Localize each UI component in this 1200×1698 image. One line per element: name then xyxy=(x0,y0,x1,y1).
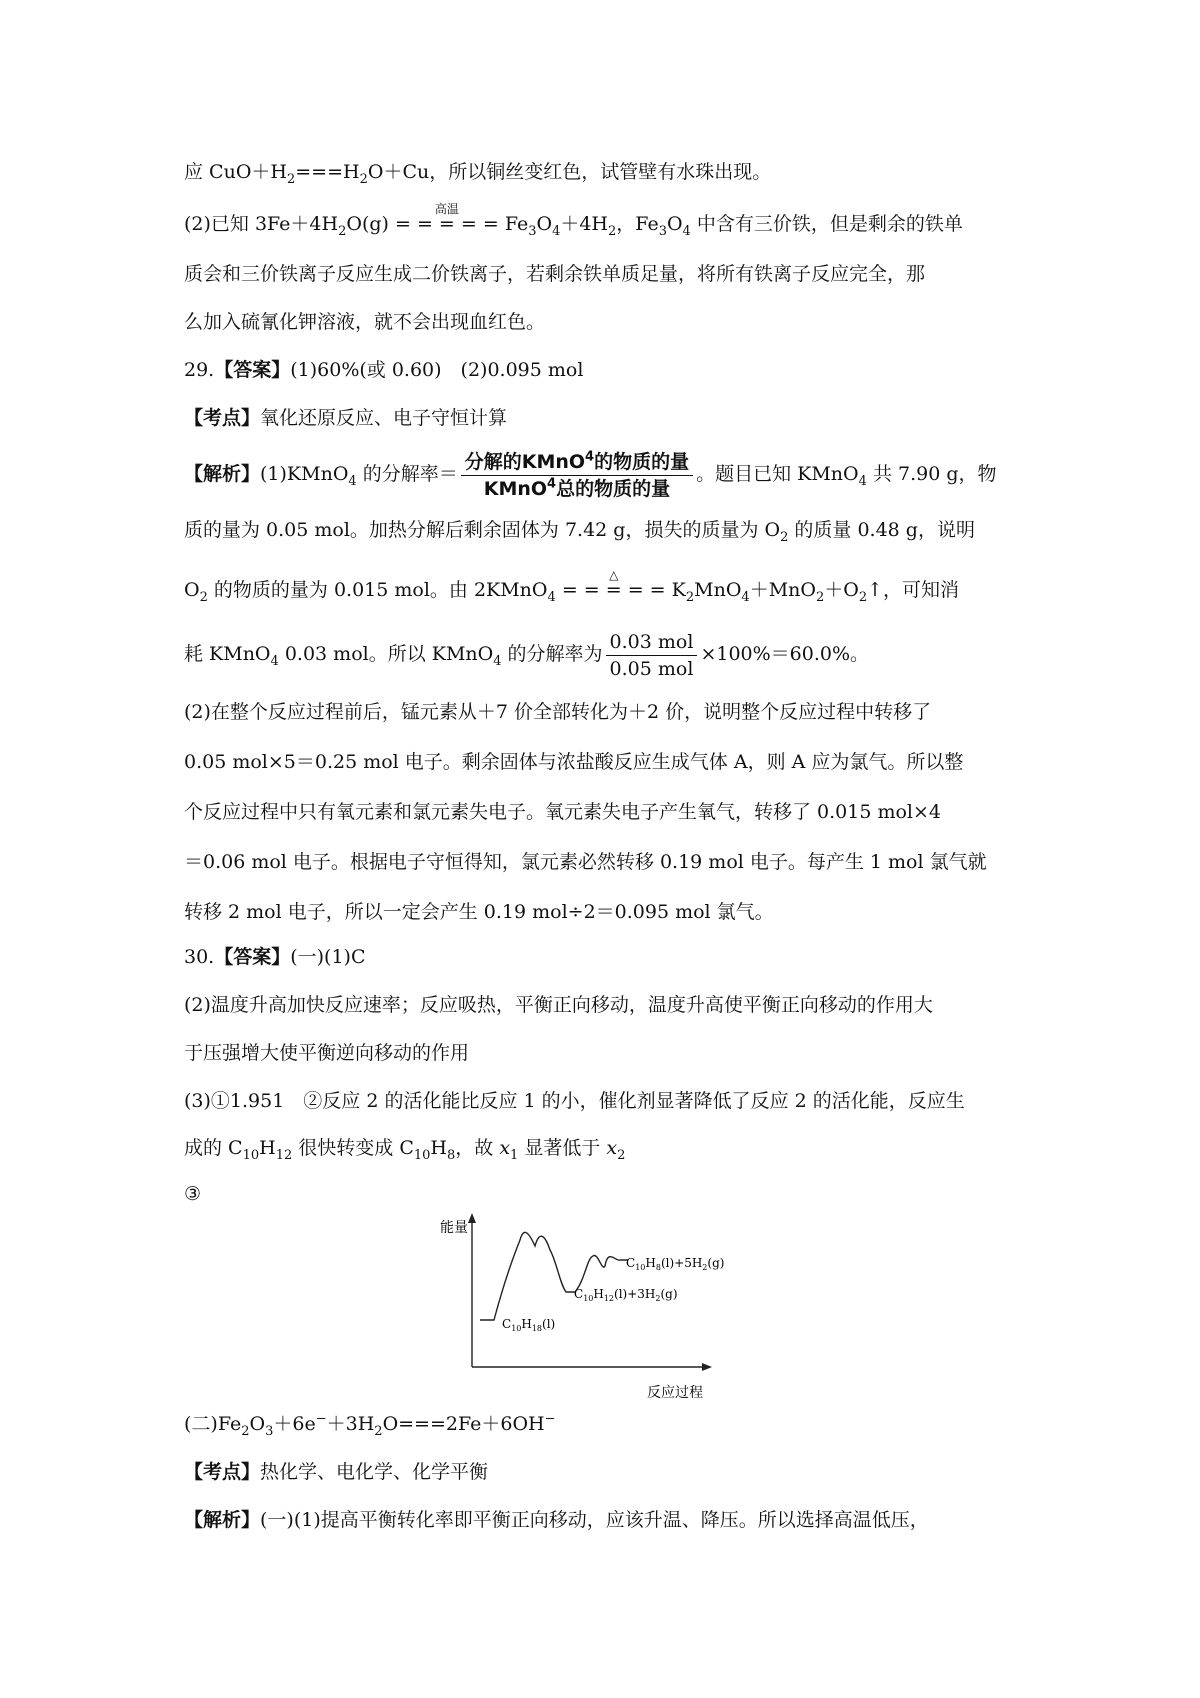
energy-diagram xyxy=(440,1210,780,1410)
text-line-15: 转移 2 mol 电子，所以一定会产生 0.19 mol÷2＝0.095 mol 氯气。 xyxy=(184,901,774,923)
text-line-9: $O_2$ 的物质的量为 0.015 mol。由 2KMnO$_4$ △ = = = = = $K_2MnO_4+MnO_2+O_2↑$，可知消 xyxy=(184,568,960,605)
text-line-1: 应 $CuO+H_2===H_2O+Cu$，所以铜丝变红色，试管壁有水珠出现。 xyxy=(184,161,772,187)
text-line-12: 0.05 mol×5＝0.25 mol 电子。剩余固体与浓盐酸反应生成气体 A，则 A 应为氯气。所以整 xyxy=(184,751,964,773)
equation-arrow: △ = = = = = xyxy=(561,568,666,601)
x-axis-arrow-icon xyxy=(702,1363,712,1371)
text-line-10: 耗 KMnO$_4$ 0.03 mol。所以 KMnO$_4$ 的分解率为 $\frac{\text{0.03 mol}}{\text{0.05 mol}}$ ×100%＝60.0%。 xyxy=(184,630,870,680)
species-label-2: $C_{10}H_{12}(l)+3H_2(g)$ xyxy=(574,1287,678,1303)
text-line-18: 于压强增大使平衡逆向移动的作用 xyxy=(184,1042,470,1064)
text-line-11: (2)在整个反应过程前后，锰元素从＋7 价全部转化为＋2 价，说明整个反应过程中转移了 xyxy=(184,701,932,723)
text-line-20: 成的 $C_{10}H_{12}$ 很快转变成 $C_{10}H_8$，故 $x_1$ 显著低于 $x_2$ xyxy=(184,1137,626,1163)
x-axis-label: 反应过程 xyxy=(647,1385,703,1401)
q29-key-point: 【考点】氧化还原反应、电子守恒计算 xyxy=(184,407,508,429)
fraction: $\frac{\text{0.03 mol}}{\text{0.05 mol}}$ xyxy=(606,629,698,682)
text-line-14: ＝0.06 mol 电子。根据电子守恒得知，氯元素必然转移 0.19 mol 电子。每产生 1 mol 氯气就 xyxy=(184,851,987,873)
q30-answer: 30.【答案】(一)(1)C xyxy=(184,946,366,968)
text-line-2: (2)已知 $3Fe+4H_2O(g)$ 高温 = = = = = $Fe_3O_4+4H_2$，$Fe_3O_4$ 中含有三价铁，但是剩余的铁单 xyxy=(184,202,963,239)
text-line-3: 质会和三价铁离子反应生成二价铁离子，若剩余铁单质足量，将所有铁离子反应完全，那 xyxy=(184,263,926,285)
text-line-4: 么加入硫氰化钾溶液，就不会出现血红色。 xyxy=(184,311,546,333)
text-line-22: (二)$Fe_2O_3+6e^-+3H_2O===2Fe+6OH^-$ xyxy=(184,1411,556,1439)
text-line-23: 【考点】热化学、电化学、化学平衡 xyxy=(184,1461,489,1483)
text-line-24: 【解析】(一)(1)提高平衡转化率即平衡正向移动，应该升温、降压。所以选择高温低压， xyxy=(184,1509,929,1531)
y-axis-arrow-icon xyxy=(468,1213,476,1223)
text-line-19: (3)①1.951 ②反应 2 的活化能比反应 1 的小，催化剂显著降低了反应 2 的活化能，反应生 xyxy=(184,1090,965,1112)
energy-curve xyxy=(480,1232,628,1320)
fraction: $\frac{分解的KMnO^4的物质的量}{KMnO^4总的物质的量}$ xyxy=(461,449,693,502)
species-label-1: $C_{10}H_{18}(l)$ xyxy=(502,1317,556,1333)
equation-arrow: 高温 = = = = = xyxy=(395,202,499,235)
q29-answer: 29.【答案】(1)60%(或 0.60) (2)0.095 mol xyxy=(184,359,584,381)
text-line-17: (2)温度升高加快反应速率；反应吸热，平衡正向移动，温度升高使平衡正向移动的作用大 xyxy=(184,994,933,1016)
text-line-21: ③ xyxy=(184,1183,202,1205)
y-axis-label: 能量 xyxy=(440,1220,468,1236)
text-line-7: 【解析】(1)KMnO$_4$ 的分解率＝ $\frac{分解的KMnO^4的物质的量}{KMnO^4总的物质的量}$ 。题目已知 KMnO$_4$ 共 7.90 g，物 xyxy=(184,449,997,500)
text-line-8: 质的量为 0.05 mol。加热分解后剩余固体为 7.42 g，损失的质量为 $O_2$ 的质量 0.48 g，说明 xyxy=(184,519,975,545)
text-line-13: 个反应过程中只有氧元素和氯元素失电子。氧元素失电子产生氧气，转移了 0.015 mol×4 xyxy=(184,801,942,823)
species-label-3: $C_{10}H_8(l)+5H_2(g)$ xyxy=(626,1256,725,1272)
